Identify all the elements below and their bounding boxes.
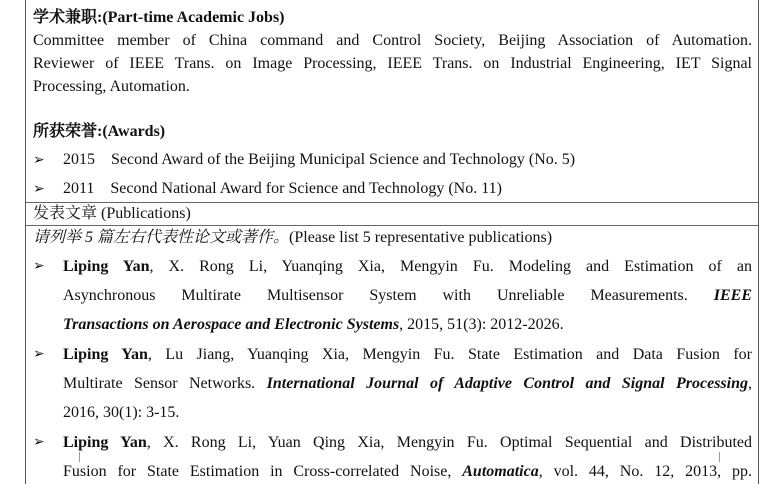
instruction-en: (Please list 5 representative publications) [289,229,553,246]
publication-text: , vol. 44, No. 12, 2013, pp. [538,463,753,480]
publication-line [63,281,752,310]
publication-text: Asynchronous Multirate Multisensor System with Unreliable Measurements. [63,287,688,304]
publication-line [63,252,752,281]
parttime-line: Committee member of China command and Control Society, Beijing Association of Automation. [33,32,752,49]
publication-text: , X. Rong Li, Yuan Qing Xia, Mengyin Fu. Optimal Sequential and Distributed [146,434,753,451]
text-boundary-mark [719,452,720,462]
publication-author: Liping Yan [63,434,147,451]
publication-text: , Lu Jiang, Yuanqing Xia, Mengyin Fu. State Estimation and Data Fusion for [147,346,753,363]
publication-item [33,252,753,339]
publication-text: 2016, 30(1): 3-15. [63,404,180,421]
divider [25,202,758,203]
publication-item [33,428,753,486]
publication-venue: Transactions on Aerospace and Electronic Systems [63,316,400,333]
bullet-arrow-icon: ➢ [33,347,45,362]
publication-line [63,428,752,457]
publication-venue: IEEE [713,287,753,304]
bullet-arrow-icon: ➢ [33,153,45,168]
bullet-arrow-icon: ➢ [33,259,45,274]
award-text: Second Award of the Beijing Municipal Science and Technology (No. 5) [111,151,576,168]
parttime-paragraph [33,29,752,98]
parttime-line: Processing, Automation. [33,78,190,95]
publication-line [63,340,752,369]
publication-line [63,369,752,398]
awards-heading: 所获荣誉:(Awards) [33,123,166,140]
divider [25,225,758,226]
publication-author: Liping Yan [63,258,150,275]
publication-text: Multirate Sensor Networks. [63,375,256,392]
bullet-arrow-icon: ➢ [33,182,45,197]
publication-line [63,310,752,339]
text-boundary-mark [79,452,80,462]
parttime-line: Reviewer of IEEE Trans. on Image Processing, IEEE Trans. on Industrial Engineering, IET Signal [33,55,752,72]
publication-item [33,340,753,427]
publication-text: , X. Rong Li, Yuanqing Xia, Mengyin Fu. Modeling and Estimation of an [149,258,753,275]
publication-text: , [748,375,752,392]
bullet-arrow-icon: ➢ [33,435,45,450]
publications-instruction [33,228,552,248]
publication-text: , 2015, 51(3): 2012-2026. [399,316,564,333]
award-text: Second National Award for Science and Technology (No. 11) [110,180,502,197]
publication-venue: International Journal of Adaptive Control and Signal Processing [266,375,748,392]
award-item [33,150,575,171]
publication-line [63,398,752,427]
award-year: 2011 [63,180,95,197]
parttime-heading: 学术兼职:(Part-time Academic Jobs) [33,9,285,26]
publication-line [63,457,752,486]
publication-venue: Automatica [462,463,539,480]
instruction-zh: 请列举 5 篇左右代表性论文或著作。 [33,229,290,246]
publication-text: Fusion for State Estimation in Cross-correlated Noise, [63,463,452,480]
award-item [33,179,502,200]
publications-title: 发表文章 (Publications) [33,205,191,222]
award-year: 2015 [63,151,95,168]
publication-author: Liping Yan [63,346,148,363]
